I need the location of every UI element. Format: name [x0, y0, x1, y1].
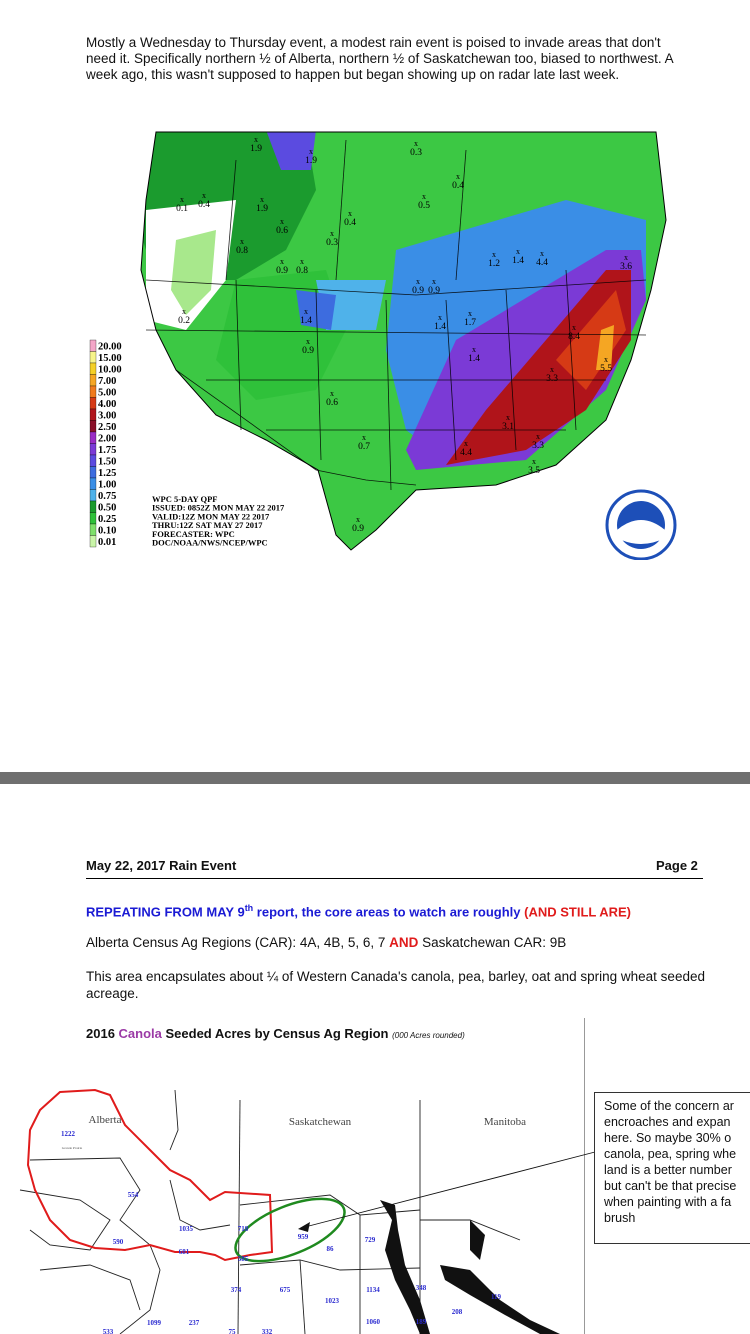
legend-label: 2.50 [98, 422, 117, 433]
caption-line: VALID:12Z MON MAY 22 2017 [152, 511, 270, 522]
province-label: Manitoba [483, 1116, 527, 1128]
province-label: Saskatchewan [288, 1116, 352, 1128]
value-marker: x [604, 355, 608, 364]
value-label: 1.4 [512, 256, 524, 266]
legend-swatch [90, 375, 96, 387]
legend-label: 0.01 [98, 537, 117, 548]
acreage-value: 959 [297, 1233, 309, 1241]
legend-swatch [90, 455, 96, 467]
value-marker: x [540, 249, 544, 258]
value-label: 4.4 [536, 258, 548, 268]
legend-swatch [90, 501, 96, 513]
legend-label: 1.00 [98, 479, 117, 491]
value-label: 0.1 [176, 204, 188, 214]
legend-label: 1.50 [98, 456, 117, 468]
legend-label: 0.50 [98, 502, 117, 514]
value-label: 1.4 [468, 354, 480, 364]
acreage-value: 208 [451, 1308, 463, 1316]
acreage-value: 590 [112, 1238, 124, 1246]
province-label: Alberta [88, 1114, 122, 1126]
acreage-value: 533 [102, 1328, 114, 1334]
value-marker: x [472, 345, 476, 354]
value-label: 3.3 [546, 374, 558, 384]
value-label: 3.3 [532, 441, 544, 451]
car-line [86, 935, 566, 950]
value-marker: x [300, 257, 304, 266]
canola-title-note: (000 Acres rounded) [392, 1031, 465, 1040]
value-marker: x [348, 209, 352, 218]
value-label: 0.9 [412, 286, 424, 296]
value-label: 0.2 [178, 316, 190, 326]
value-marker: x [438, 313, 442, 322]
region-small-label: Grande Prairie [61, 1146, 83, 1150]
value-label: 0.9 [276, 266, 288, 276]
legend-swatch [90, 421, 96, 433]
value-marker: x [306, 337, 310, 346]
legend-swatch [90, 513, 96, 525]
legend-label: 0.25 [98, 514, 117, 525]
acreage-value: 554 [127, 1191, 139, 1199]
header-rule [86, 878, 703, 879]
value-marker: x [432, 277, 436, 286]
legend-swatch [90, 444, 96, 456]
value-marker: x [550, 365, 554, 374]
value-marker: x [240, 237, 244, 246]
value-marker: x [468, 309, 472, 318]
legend-swatch [90, 386, 96, 398]
acreage-value: 675 [279, 1286, 291, 1294]
value-label: 0.4 [344, 218, 356, 228]
value-marker: x [182, 307, 186, 316]
value-label: 0.6 [276, 226, 288, 236]
acreage-value: 1035 [179, 1225, 193, 1233]
acreage-value: 237 [188, 1319, 200, 1327]
value-label: 0.7 [358, 442, 370, 452]
value-marker: x [356, 515, 360, 524]
value-label: 1.2 [488, 259, 500, 269]
page-header-title: May 22, 2017 Rain Event [86, 858, 237, 873]
value-label: 0.9 [302, 346, 314, 356]
legend-swatch [90, 340, 96, 352]
canola-map-title [86, 1026, 465, 1041]
repeat-part-b: report, the core areas to watch are roughly [253, 904, 525, 920]
caption-line: FORECASTER: WPC [152, 528, 235, 539]
value-label: 1.4 [434, 322, 446, 332]
legend-swatch [90, 363, 96, 375]
acreage-value: 1023 [325, 1297, 339, 1305]
value-label: 0.9 [428, 286, 440, 296]
value-label: 0.6 [326, 398, 338, 408]
value-marker: x [416, 277, 420, 286]
value-marker: x [532, 457, 536, 466]
legend-swatch [90, 352, 96, 364]
value-label: 3.6 [620, 262, 632, 272]
precipitation-forecast-map [86, 130, 686, 560]
value-marker: x [330, 389, 334, 398]
value-label: 0.8 [296, 266, 308, 276]
acreage-value: 348 [415, 1284, 427, 1292]
repeat-sup: th [244, 903, 254, 913]
legend-swatch [90, 490, 96, 502]
acreage-value: 1099 [147, 1319, 161, 1327]
legend-label: 4.00 [98, 399, 117, 410]
noaa-logo [607, 491, 675, 559]
acreage-value: 332 [261, 1328, 273, 1334]
value-label: 1.9 [250, 144, 262, 154]
value-marker: x [304, 307, 308, 316]
repeat-part-c: (AND STILL ARE) [524, 904, 631, 920]
legend-label: 1.25 [98, 468, 117, 479]
repeat-part-a: REPEATING FROM MAY 9 [86, 904, 245, 920]
caption-line: WPC 5-DAY QPF [152, 494, 218, 504]
acreage-value: 1060 [366, 1318, 380, 1326]
value-label: 0.4 [198, 200, 210, 210]
acreage-value: 718 [237, 1225, 249, 1233]
legend-label: 10.00 [98, 364, 122, 376]
value-label: 0.8 [236, 246, 248, 256]
value-label: 8.4 [568, 332, 580, 342]
value-marker: x [492, 250, 496, 259]
page-number: Page 2 [656, 858, 698, 873]
value-marker: x [506, 413, 510, 422]
value-label: 5.5 [600, 364, 612, 374]
acreage-value: 585 [237, 1255, 249, 1263]
value-marker: x [330, 229, 334, 238]
caption-line: THRU:12Z SAT MAY 27 2017 [152, 520, 263, 531]
acreage-value: 86 [326, 1245, 334, 1253]
legend-label: 0.75 [98, 491, 117, 502]
legend-swatch [90, 524, 96, 536]
value-label: 0.4 [452, 181, 464, 191]
legend-swatch [90, 467, 96, 479]
value-marker: x [254, 135, 258, 144]
value-marker: x [464, 439, 468, 448]
value-marker: x [456, 172, 460, 181]
value-label: 1.9 [305, 156, 317, 166]
legend-swatch [90, 432, 96, 444]
acreage-value: 189 [415, 1318, 427, 1326]
legend-label: 20.00 [98, 341, 122, 353]
value-marker: x [516, 247, 520, 256]
value-label: 0.5 [418, 201, 430, 211]
value-marker: x [280, 217, 284, 226]
noaa-label: NOAA [630, 522, 652, 530]
legend-label: 0.10 [98, 525, 117, 537]
value-label: 0.9 [352, 524, 364, 534]
canola-title-c: Seeded Acres by Census Ag Region [161, 1026, 393, 1041]
value-marker: x [536, 432, 540, 441]
census-labels [61, 1114, 526, 1334]
acreage-value: 1222 [61, 1130, 75, 1138]
legend-swatch [90, 478, 96, 490]
acreage-value: 374 [230, 1286, 242, 1294]
value-marker: x [422, 192, 426, 201]
acreage-value: 1134 [366, 1286, 380, 1294]
legend-label: 5.00 [98, 387, 117, 399]
concern-note-box: Some of the concern ar encroaches and expan here. So maybe 30% o canola, pea, spring whe land is a better number but can't be that precise when painting with a fa brush [594, 1092, 750, 1244]
value-marker: x [180, 195, 184, 204]
census-ag-region-map [0, 1070, 600, 1334]
legend-swatch [90, 536, 96, 548]
legend-label: 3.00 [98, 410, 117, 422]
acreage-value: 729 [364, 1236, 376, 1244]
canola-title-b: Canola [118, 1026, 162, 1041]
value-marker: x [309, 147, 313, 156]
value-label: 1.9 [256, 204, 268, 214]
repeating-heading [86, 903, 631, 919]
value-label: 1.4 [300, 316, 312, 326]
encapsulates-paragraph: This area encapsulates about ¼ of Western Canada's canola, pea, barley, oat and spring wheat seeded acreage. [86, 969, 705, 1001]
value-marker: x [414, 139, 418, 148]
value-marker: x [572, 323, 576, 332]
car-and: AND [389, 935, 419, 950]
legend-label: 15.00 [98, 353, 122, 364]
legend-swatch [90, 409, 96, 421]
legend-label: 2.00 [98, 433, 117, 445]
value-label: 4.4 [460, 448, 472, 458]
value-marker: x [202, 191, 206, 200]
value-marker: x [362, 433, 366, 442]
legend-label: 1.75 [98, 445, 117, 456]
value-label: 0.3 [326, 238, 338, 248]
value-marker: x [260, 195, 264, 204]
caption-line: DOC/NOAA/NWS/NCEP/WPC [152, 537, 268, 548]
value-marker: x [624, 253, 628, 262]
caption-line: ISSUED: 0852Z MON MAY 22 2017 [152, 502, 285, 513]
car-part-b: Saskatchewan CAR: 9B [418, 935, 567, 950]
value-label: 3.1 [502, 422, 514, 432]
value-label: 0.3 [410, 148, 422, 158]
map-caption [152, 494, 285, 548]
value-label: 3.5 [528, 466, 540, 476]
value-marker: x [280, 257, 284, 266]
car-part-a: Alberta Census Ag Regions (CAR): 4A, 4B, 5, 6, 7 [86, 935, 390, 950]
canola-title-a: 2016 [86, 1026, 119, 1041]
acreage-value: 119 [490, 1293, 502, 1301]
acreage-value: 681 [178, 1248, 190, 1256]
legend-swatch [90, 398, 96, 410]
legend-label: 7.00 [98, 376, 117, 387]
intro-paragraph: Mostly a Wednesday to Thursday event, a modest rain event is poised to invade areas that don't need it. Specifically northern ½ of Alberta, northern ½ of Saskatchewan too, biased to northwest. A week ago, this wasn't supposed to happen but began showing up on radar late last week. [86, 35, 673, 82]
page-separator [0, 772, 750, 784]
value-label: 1.7 [464, 318, 476, 328]
acreage-value: 75 [228, 1328, 236, 1334]
